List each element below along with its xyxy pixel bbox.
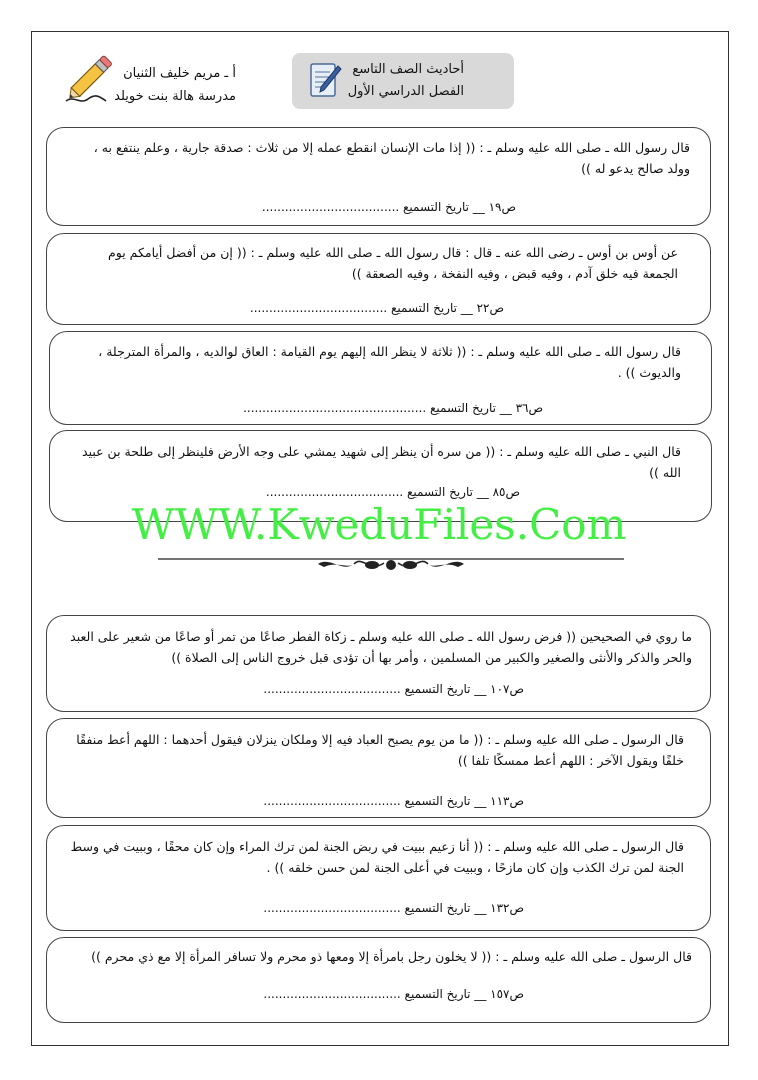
author-name: أ ـ مريم خليف الثنيان — [123, 66, 236, 81]
hadith-text: قال الرسول ـ صلى الله عليه وسلم ـ : (( لا يخلون رجل بامرأة إلا ومعها ذو محرم ولا تسافر المرأة إلا مع ذي محرم )) — [91, 949, 692, 964]
hadith-text: ما روي في الصحيحين (( فرض رسول الله ـ صلى الله عليه وسلم ـ زكاة الفطر صاعًا من تمر أو صاعًا من شعير على العبد والحر والذكر والأنثى والصغير والكبير من المسلمين ، وأمر بها أن تؤدى قبل خروج الناس إلى الصلاة )) — [70, 629, 692, 665]
hadith-card — [46, 233, 711, 325]
page-and-date: ص٢٢ __ تاريخ التسميع .................................... — [249, 301, 504, 315]
school-name: مدرسة هالة بنت خويلد — [114, 89, 236, 104]
hadith-card — [46, 825, 711, 931]
pencil-icon — [62, 49, 120, 107]
hadith-text: قال الرسول ـ صلى الله عليه وسلم ـ : (( ما من يوم يصبح العباد فيه إلا وملكان ينزلان فيقول أحدهما : اللهم أعط منفقًا خلفًا ويقول الآخر : اللهم أعط ممسكًا تلفا )) — [76, 732, 684, 768]
hadith-text: قال رسول الله ـ صلى الله عليه وسلم ـ : (( ثلاثة لا ينظر الله إليهم يوم القيامة : العاق لوالديه ، والمرأة المترجلة ، والديوث )) . — [98, 344, 681, 380]
page-and-date: ص٨٥ __ تاريخ التسميع .................................... — [265, 485, 520, 499]
page-and-date: ص١٩ __ تاريخ التسميع .................................... — [261, 200, 516, 214]
header-title: أحاديث الصف التاسع — [352, 62, 464, 77]
page-and-date: ص٣٦ __ تاريخ التسميع ................................................ — [243, 401, 543, 415]
hadith-card — [49, 331, 712, 425]
hadith-card — [46, 615, 711, 712]
page-and-date: ص١٣٢ __ تاريخ التسميع .................................... — [263, 901, 524, 915]
page-and-date: ص١٥٧ __ تاريخ التسميع .................................... — [263, 987, 524, 1001]
hadith-text: قال رسول الله ـ صلى الله عليه وسلم ـ : (( إذا مات الإنسان انقطع عمله إلا من ثلاث : صدقة جارية ، وعلم ينتفع به ، وولد صالح يدعو له )) — [93, 140, 690, 176]
hadith-text: قال الرسول ـ صلى الله عليه وسلم ـ : (( أنا زعيم ببيت في ربض الجنة لمن ترك المراء وإن كان محقًا ، وببيت في وسط الجنة لمن ترك الكذب وإن كان مازحًا ، وببيت في أعلى الجنة لمن حسن خلقه )) . — [70, 839, 684, 875]
header-subtitle: الفصل الدراسي الأول — [347, 84, 464, 99]
hadith-card — [46, 127, 711, 226]
title-box — [292, 53, 514, 109]
document-pen-icon — [308, 60, 342, 100]
page-and-date: ص١٠٧ __ تاريخ التسميع .................................... — [263, 682, 524, 696]
hadith-text: عن أوس بن أوس ـ رضى الله عنه ـ قال : قال رسول الله ـ صلى الله عليه وسلم ـ : (( إن من أفضل أيامكم يوم الجمعة فيه خلق آدم ، وفيه قبض ، وفيه النفخة ، وفيه الصعقة )) — [108, 245, 678, 281]
page-and-date: ص١١٣ __ تاريخ التسميع .................................... — [263, 794, 524, 808]
watermark: WWW.KweduFiles.Com — [131, 500, 627, 549]
hadith-text: قال النبي ـ صلى الله عليه وسلم ـ : (( من سره أن ينظر إلى شهيد يمشي على وجه الأرض فلينظر إلى طلحة بن عبيد الله )) — [82, 444, 681, 480]
ornament-divider — [158, 551, 624, 577]
hadith-card — [46, 718, 711, 818]
hadith-card — [46, 937, 711, 1023]
